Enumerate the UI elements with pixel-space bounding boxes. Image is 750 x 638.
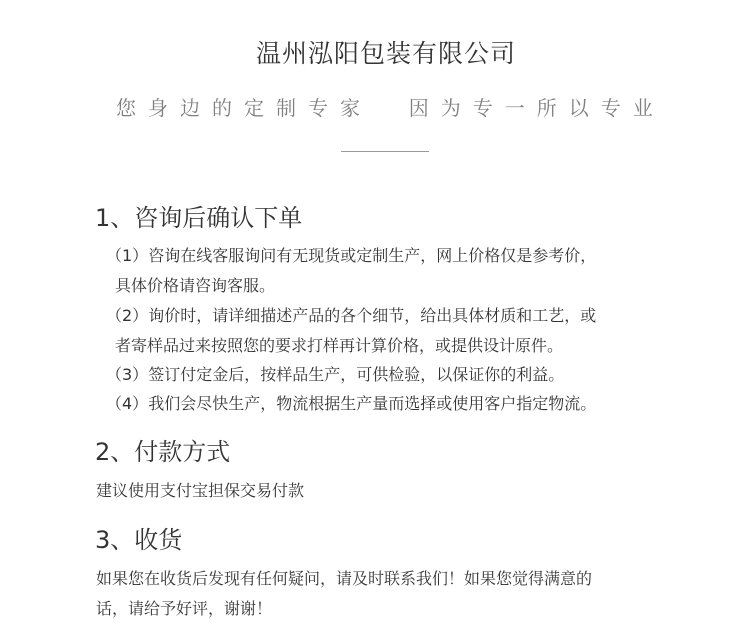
page-header [0, 0, 750, 160]
list-item [106, 241, 596, 271]
list-item-number: （3） [106, 365, 149, 384]
list-item-continuation: 者寄样品过来按照您的要求打样再计算价格，或提供设计原件。 [115, 336, 564, 355]
list-item-text: 签订付定金后，按样品生产，可供检验，以保证你的利益。 [148, 365, 565, 384]
list-item [106, 360, 564, 390]
list-item-text: 询价时，请详细描述产品的各个细节，给出具体材质和工艺，或 [148, 306, 597, 325]
section-title-order: 1、咨询后确认下单 [95, 204, 303, 232]
list-item-number: （1） [106, 246, 149, 265]
list-item-text: 咨询在线客服询问有无现货或定制生产，网上价格仅是参考价， [148, 246, 597, 265]
list-item-number: （2） [106, 306, 149, 325]
section-title-receipt: 3、收货 [95, 526, 183, 554]
list-item-text: 我们会尽快生产，物流根据生产量而选择或使用客户指定物流。 [148, 394, 597, 413]
company-slogan: 您身边的定制专家 因为专一所以专业 [116, 96, 665, 120]
receipt-text-line1: 如果您在收货后发现有任何疑问，请及时联系我们！如果您觉得满意的 [96, 569, 593, 588]
list-item [106, 301, 596, 331]
list-item [106, 389, 596, 419]
header-divider [341, 151, 429, 152]
list-item-number: （4） [106, 394, 149, 413]
payment-text: 建议使用支付宝担保交易付款 [96, 481, 305, 500]
company-name: 温州泓阳包装有限公司 [255, 39, 516, 68]
receipt-text-line2: 话，请给予好评，谢谢！ [96, 599, 273, 618]
section-title-payment: 2、付款方式 [95, 438, 231, 466]
list-item-continuation: 具体价格请咨询客服。 [115, 276, 276, 295]
